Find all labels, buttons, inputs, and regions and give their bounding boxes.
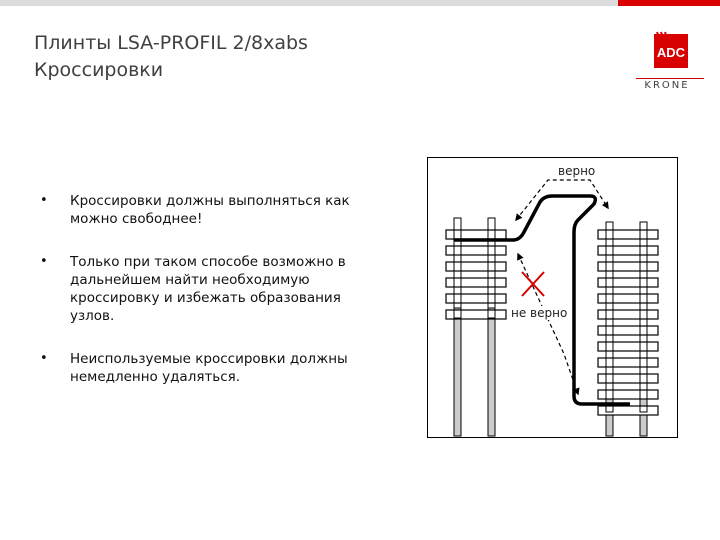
bullet-item: [40, 350, 370, 386]
title-line-1: Плинты LSA-PROFIL 2/8xabs: [34, 32, 308, 54]
bullet-item: [40, 192, 370, 228]
title-line-2: Кроссировки: [34, 59, 164, 81]
bullet-item: [40, 253, 370, 325]
label-wrong: не верно: [511, 306, 568, 320]
logo-divider: [636, 78, 704, 79]
cross-connect-diagram: [427, 157, 678, 438]
left-terminal-block: [446, 218, 506, 436]
top-bar: [0, 0, 628, 6]
bullet-dot-icon: •: [40, 193, 48, 208]
wrong-cross-icon: [522, 272, 544, 296]
top-bar-accent: [618, 0, 720, 6]
bullet-dot-icon: •: [40, 351, 48, 366]
label-correct: верно: [558, 164, 596, 178]
wrong-arrow: [518, 254, 578, 394]
adc-krone-logo: [630, 16, 704, 94]
diagram-graphic: [428, 158, 677, 437]
bullet-list: [40, 192, 370, 411]
bullet-text: Кроссировки должны выполняться как можно свободнее!: [70, 193, 350, 227]
logo-brand: ADC: [656, 45, 686, 60]
bullet-text: Неиспользуемые кроссировки должны немедленно удаляться.: [70, 351, 348, 385]
bullet-dot-icon: •: [40, 254, 48, 269]
bullet-text: Только при таком способе возможно в дальнейшем найти необходимую кроссировку и избежать образования узлов.: [70, 254, 346, 324]
logo-subbrand: KRONE: [644, 80, 690, 91]
page-title: [34, 30, 308, 84]
